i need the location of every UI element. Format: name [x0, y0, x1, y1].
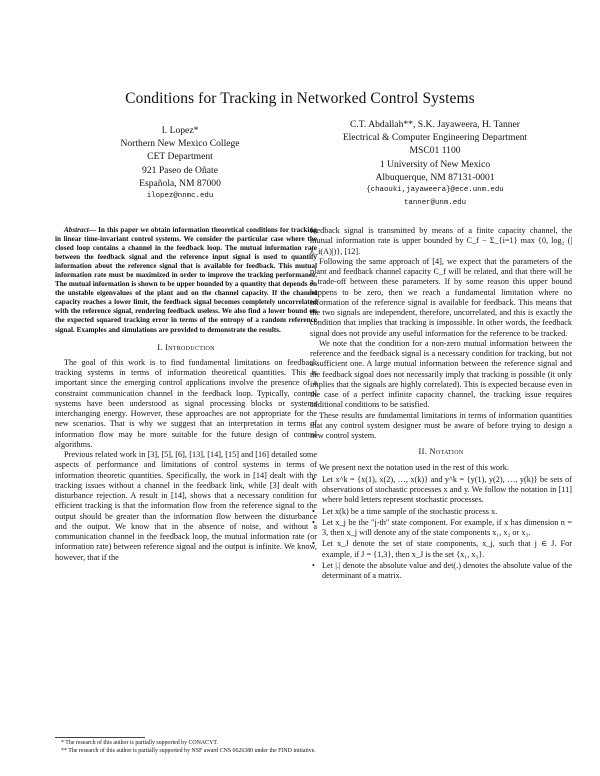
body-paragraph: These results are fundamental limitations in terms of information quantities that any control system designer must be aware of before trying to design a new control system.	[310, 410, 572, 440]
notation-item: • Let |.| denote the absolute value and det(.) denotes the absolute value of the determinant of a matrix.	[322, 561, 572, 582]
author-university: 1 University of New Mexico	[379, 158, 491, 170]
author-block-left	[55, 124, 305, 203]
author-department: Electrical & Computer Engineering Department	[342, 132, 528, 144]
right-column	[310, 226, 572, 582]
intro-paragraph: Previous related work in [3], [5], [6], [13], [14], [15] and [16] detailed some aspects of performance and limitations of control systems in terms of information theoretic quantities. Specifically, the work in [14] dealt with the tracking issues without a channel in the feedback link, while [3] dealt with disturbance rejection. A result in [14], shows that a necessary condition for efficient tracking is that the information flow from the reference signal to the output should be greater than the information flow between the disturbance and the output. We know that in the absence of noise, and without a communication channel in the feedback loop, the mutual information rate (or information rate) between reference signal and the output is infinite. We know, however, that if the	[55, 450, 317, 562]
author-department: CET Department	[147, 151, 213, 163]
author-email: {chaouki,jayaweera}@ece.unm.edu	[366, 186, 504, 195]
body-paragraph: Following the same approach of [4], we expect that the parameters of the plant and feedback channel capacity C_f will be related, and that there will be a trade-off between these parameters. If by some reason this upper bound happens to be zero, then we reach a fundamental limitation where no information of the reference signal is available for feedback. This means that the two signals are independent, therefore, uncorrelated, and this is exactly the condition that implies that tracking is impossible. In other words, the feedback signal does not provide any useful information for the reference to be tracked.	[310, 256, 572, 338]
footnote: * The research of this author is partially supported by CONACYT.	[61, 740, 218, 746]
notation-intro: We present next the notation used in the rest of this work.	[319, 462, 509, 472]
notation-list	[310, 475, 572, 582]
author-street: 921 Paseo de Oñate	[142, 164, 218, 176]
footnote-rule	[55, 737, 145, 738]
section-heading-notation: II. Notation	[418, 447, 464, 457]
author-email: ilopez@nnmc.edu	[146, 192, 214, 201]
abstract	[55, 226, 317, 335]
notation-item: • Let x_J denote the set of state components, x_j, such that j ∈ J. For example, if J = {1,3}, then x_J is the set {x₁, x₃}.	[322, 539, 572, 560]
author-city: Española, NM 87000	[139, 177, 221, 189]
paper-title: Conditions for Tracking in Networked Control Systems	[125, 90, 475, 107]
body-paragraph: feedback signal is transmitted by means of a finite capacity channel, the mutual information rate is upper bounded by C_f − Σ_{i=1} max {0, log₂ (|λ_i(A)|)}, [12].	[310, 226, 572, 256]
author-city: Albuquerque, NM 87131-0001	[375, 171, 495, 183]
author-block-right	[310, 118, 560, 210]
author-affiliation: Northern New Mexico College	[120, 138, 240, 150]
notation-item: • Let x^k = {x(1), x(2), …, x(k)} and y^k = {y(1), y(2), …, y(k)} be sets of observations of stochastic processes x and y. We follow the notation in [11] where bold letters represent stochastic processes.	[322, 475, 572, 506]
footnote: ** The research of this author is partially supported by NSF award CNS 0626380 under the FIND initiative.	[61, 747, 316, 754]
abstract-text: — In this paper we obtain information theoretical conditions for tracking in linear time-invariant control systems. We consider the particular case where the closed loop contains a channel in the feedback loop. The mutual information rate between the feedback signal and the reference input signal is used to quantify information about the reference signal that is available for feedback. This mutual information rate must be maximized in order to improve the tracking performance. The mutual information is shown to be upper bounded by a quantity that depends on the unstable eigenvalues of the plant and on the channel capacity. If the channel capacity reaches a lower limit, the feedback signal becomes completely uncorrelated with the reference signal, rendering feedback useless. We also find a lower bound on the expected squared tracking error in terms of the entropy of a random reference signal. Examples and simulations are provided to demonstrate the results.	[55, 226, 317, 334]
author-names: C.T. Abdallah**, S.K. Jayaweera, H. Tanner	[349, 119, 521, 130]
left-column	[55, 226, 317, 563]
intro-paragraph: The goal of this work is to find fundamental limitations on feedback tracking systems in terms of information theoretical quantities. This is important since the emerging control applications involve the presence of a constraint communication channel in the feedback loop. Typically, control systems have been understood as signal processing blocks or systems interchanging energy. However, these approaches are not appropriate for the new scenarios. That is why we suggest that an interpretation in terms of information flow may be more suitable for the future design of control algorithms.	[55, 357, 317, 449]
body-paragraph: We note that the condition for a non-zero mutual information between the reference and the feedback signal is a necessary condition for tracking, but not a sufficient one. A large mutual information between the reference signal and the feedback signal does not necessarily imply that tracking is possible (it only implies that the signals are highly correlated). This is expected because even in the case of a perfect infinite capacity channel, the tracking issue requires additional conditions to be satisfied.	[310, 338, 572, 410]
author-name: I. Lopez*	[161, 125, 199, 136]
abstract-lead: Abstract	[64, 226, 89, 234]
author-mailstop: MSC01 1100	[409, 145, 461, 157]
author-email: tanner@unm.edu	[403, 199, 467, 208]
notation-item: • Let x(k) be a time sample of the stochastic process x.	[322, 507, 572, 517]
notation-item: • Let x_j be the "j-th" state component. For example, if x has dimension n = 3, then x_j will denote any of the state components x₁, x₂ or x₃.	[322, 518, 572, 539]
section-heading-introduction: I. Introduction	[157, 342, 215, 352]
footnotes	[55, 740, 317, 755]
